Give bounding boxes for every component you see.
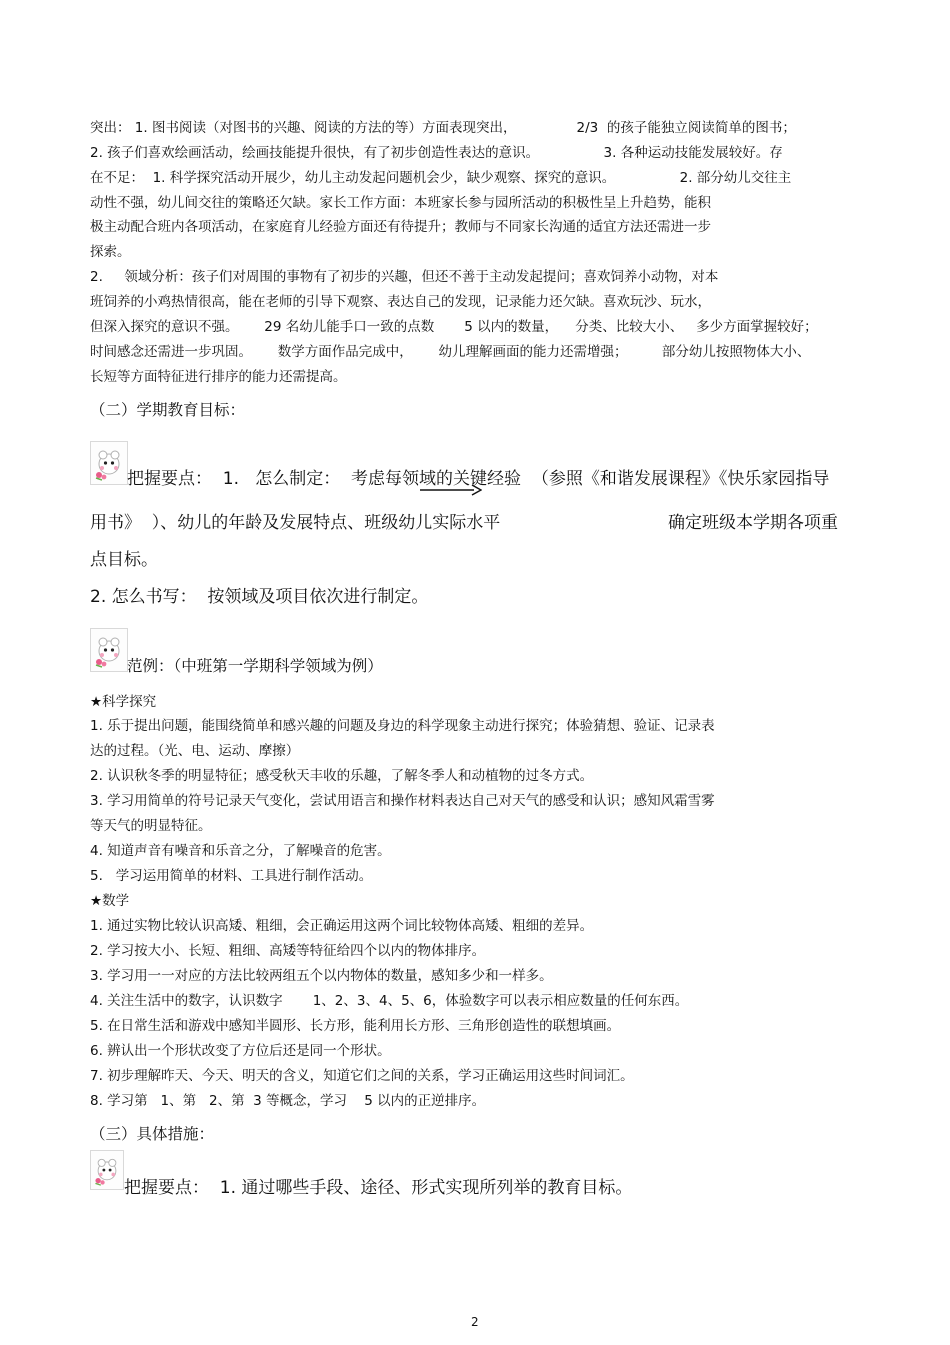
section-2-title: （二）学期教育目标： bbox=[90, 401, 246, 419]
science-line-3: 2. 认识秋冬季的明显特征；感受秋天丰收的乐趣，了解冬季人和动植物的过冬方式。 bbox=[90, 768, 594, 784]
intro-line-6: 探索。 bbox=[90, 244, 131, 260]
intro-line-3: 在不足： 1. 科学探究活动开展少，幼儿主动发起问题机会少，缺少观察、探究的意识。 2. 部分幼儿交往主 bbox=[90, 170, 792, 186]
grasp-points-line-2-end: 确定班级本学期各项重 bbox=[668, 513, 838, 533]
science-line-2: 达的过程。（光、电、运动、摩擦） bbox=[90, 743, 300, 759]
mascot-icon bbox=[90, 441, 128, 485]
intro-line-7: 2. 领域分析：孩子们对周围的事物有了初步的兴趣，但还不善于主动发起提问；喜欢饲养小动物，对本 bbox=[90, 269, 719, 285]
math-heading: ★数学 bbox=[90, 893, 130, 909]
grasp-points-line-4: 2. 怎么书写： 按领域及项目依次进行制定。 bbox=[90, 587, 429, 607]
grasp-points-line-2: 用书》 ）、幼儿的年龄及发展特点、班级幼儿实际水平 bbox=[90, 513, 501, 533]
intro-line-8: 班饲养的小鸡热情很高，能在老师的引导下观察、表达自己的发现，记录能力还欠缺。喜欢玩沙、玩水， bbox=[90, 294, 711, 310]
science-line-7: 5. 学习运用简单的材料、工具进行制作活动。 bbox=[90, 868, 373, 884]
page-number: 2 bbox=[471, 1315, 479, 1329]
math-line-6: 6. 辨认出一个形状改变了方位后还是同一个形状。 bbox=[90, 1043, 391, 1059]
science-line-5: 等天气的明显特征。 bbox=[90, 818, 212, 834]
intro-line-2: 2. 孩子们喜欢绘画活动，绘画技能提升很快，有了初步创造性表达的意识。 3. 各种运动技能发展较好。存 bbox=[90, 145, 783, 161]
math-line-1: 1. 通过实物比较认识高矮、粗细，会正确运用这两个词比较物体高矮、粗细的差异。 bbox=[90, 918, 594, 934]
arrow-icon bbox=[420, 484, 482, 496]
math-line-2: 2. 学习按大小、长短、粗细、高矮等特征给四个以内的物体排序。 bbox=[90, 943, 486, 959]
math-line-7: 7. 初步理解昨天、今天、明天的含义，知道它们之间的关系，学习正确运用这些时间词汇。 bbox=[90, 1068, 634, 1084]
math-line-5: 5. 在日常生活和游戏中感知半圆形、长方形，能利用长方形、三角形创造性的联想填画。 bbox=[90, 1018, 621, 1034]
grasp-points-line-1: 把握要点： 1. 怎么制定： 考虑每领域的关键经验 （参照《和谐发展课程》《快乐家园指导 bbox=[127, 469, 830, 489]
intro-line-9: 但深入探究的意识不强。 29 名幼儿能手口一致的点数 5 以内的数量， 分类、比较大小、 多少方面掌握较好； bbox=[90, 319, 818, 335]
science-line-4: 3. 学习用简单的符号记录天气变化，尝试用语言和操作材料表达自己对天气的感受和认识；感知风霜雪雾 bbox=[90, 793, 715, 809]
intro-line-11: 长短等方面特征进行排序的能力还需提高。 bbox=[90, 369, 347, 385]
math-line-3: 3. 学习用一一对应的方法比较两组五个以内物体的数量，感知多少和一样多。 bbox=[90, 968, 553, 984]
science-heading: ★科学探究 bbox=[90, 694, 157, 710]
intro-line-1: 突出： 1. 图书阅读（对图书的兴趣、阅读的方法的等）方面表现突出， 2/3 的孩子能独立阅读简单的图书； bbox=[90, 120, 796, 136]
math-line-8: 8. 学习第 1、第 2、第 3 等概念，学习 5 以内的正逆排序。 bbox=[90, 1093, 486, 1109]
section-3-title: （三）具体措施： bbox=[90, 1125, 215, 1143]
section-3-grasp-points: 把握要点： 1. 通过哪些手段、途径、形式实现所列举的教育目标。 bbox=[124, 1178, 633, 1198]
intro-line-4: 动性不强，幼儿间交往的策略还欠缺。家长工作方面：本班家长参与园所活动的积极性呈上升趋势，能积 bbox=[90, 195, 711, 211]
intro-line-5: 极主动配合班内各项活动，在家庭育儿经验方面还有待提升；教师与不同家长沟通的适宜方法还需进一步 bbox=[90, 219, 711, 235]
intro-line-10: 时间感念还需进一步巩固。 数学方面作品完成中， 幼儿理解画面的能力还需增强； 部分幼儿按照物体大小、 bbox=[90, 344, 811, 360]
example-title: 范例：（中班第一学期科学领域为例） bbox=[127, 657, 383, 675]
science-line-1: 1. 乐于提出问题，能围绕简单和感兴趣的问题及身边的科学现象主动进行探究；体验猜想、验证、记录表 bbox=[90, 718, 715, 734]
mascot-icon bbox=[90, 628, 128, 672]
grasp-points-line-3: 点目标。 bbox=[90, 550, 158, 570]
science-line-6: 4. 知道声音有噪音和乐音之分，了解噪音的危害。 bbox=[90, 843, 391, 859]
math-line-4: 4. 关注生活中的数字，认识数字 1、2、3、4、5、6，体验数字可以表示相应数量的任何东西。 bbox=[90, 993, 689, 1009]
mascot-icon bbox=[90, 1150, 124, 1190]
